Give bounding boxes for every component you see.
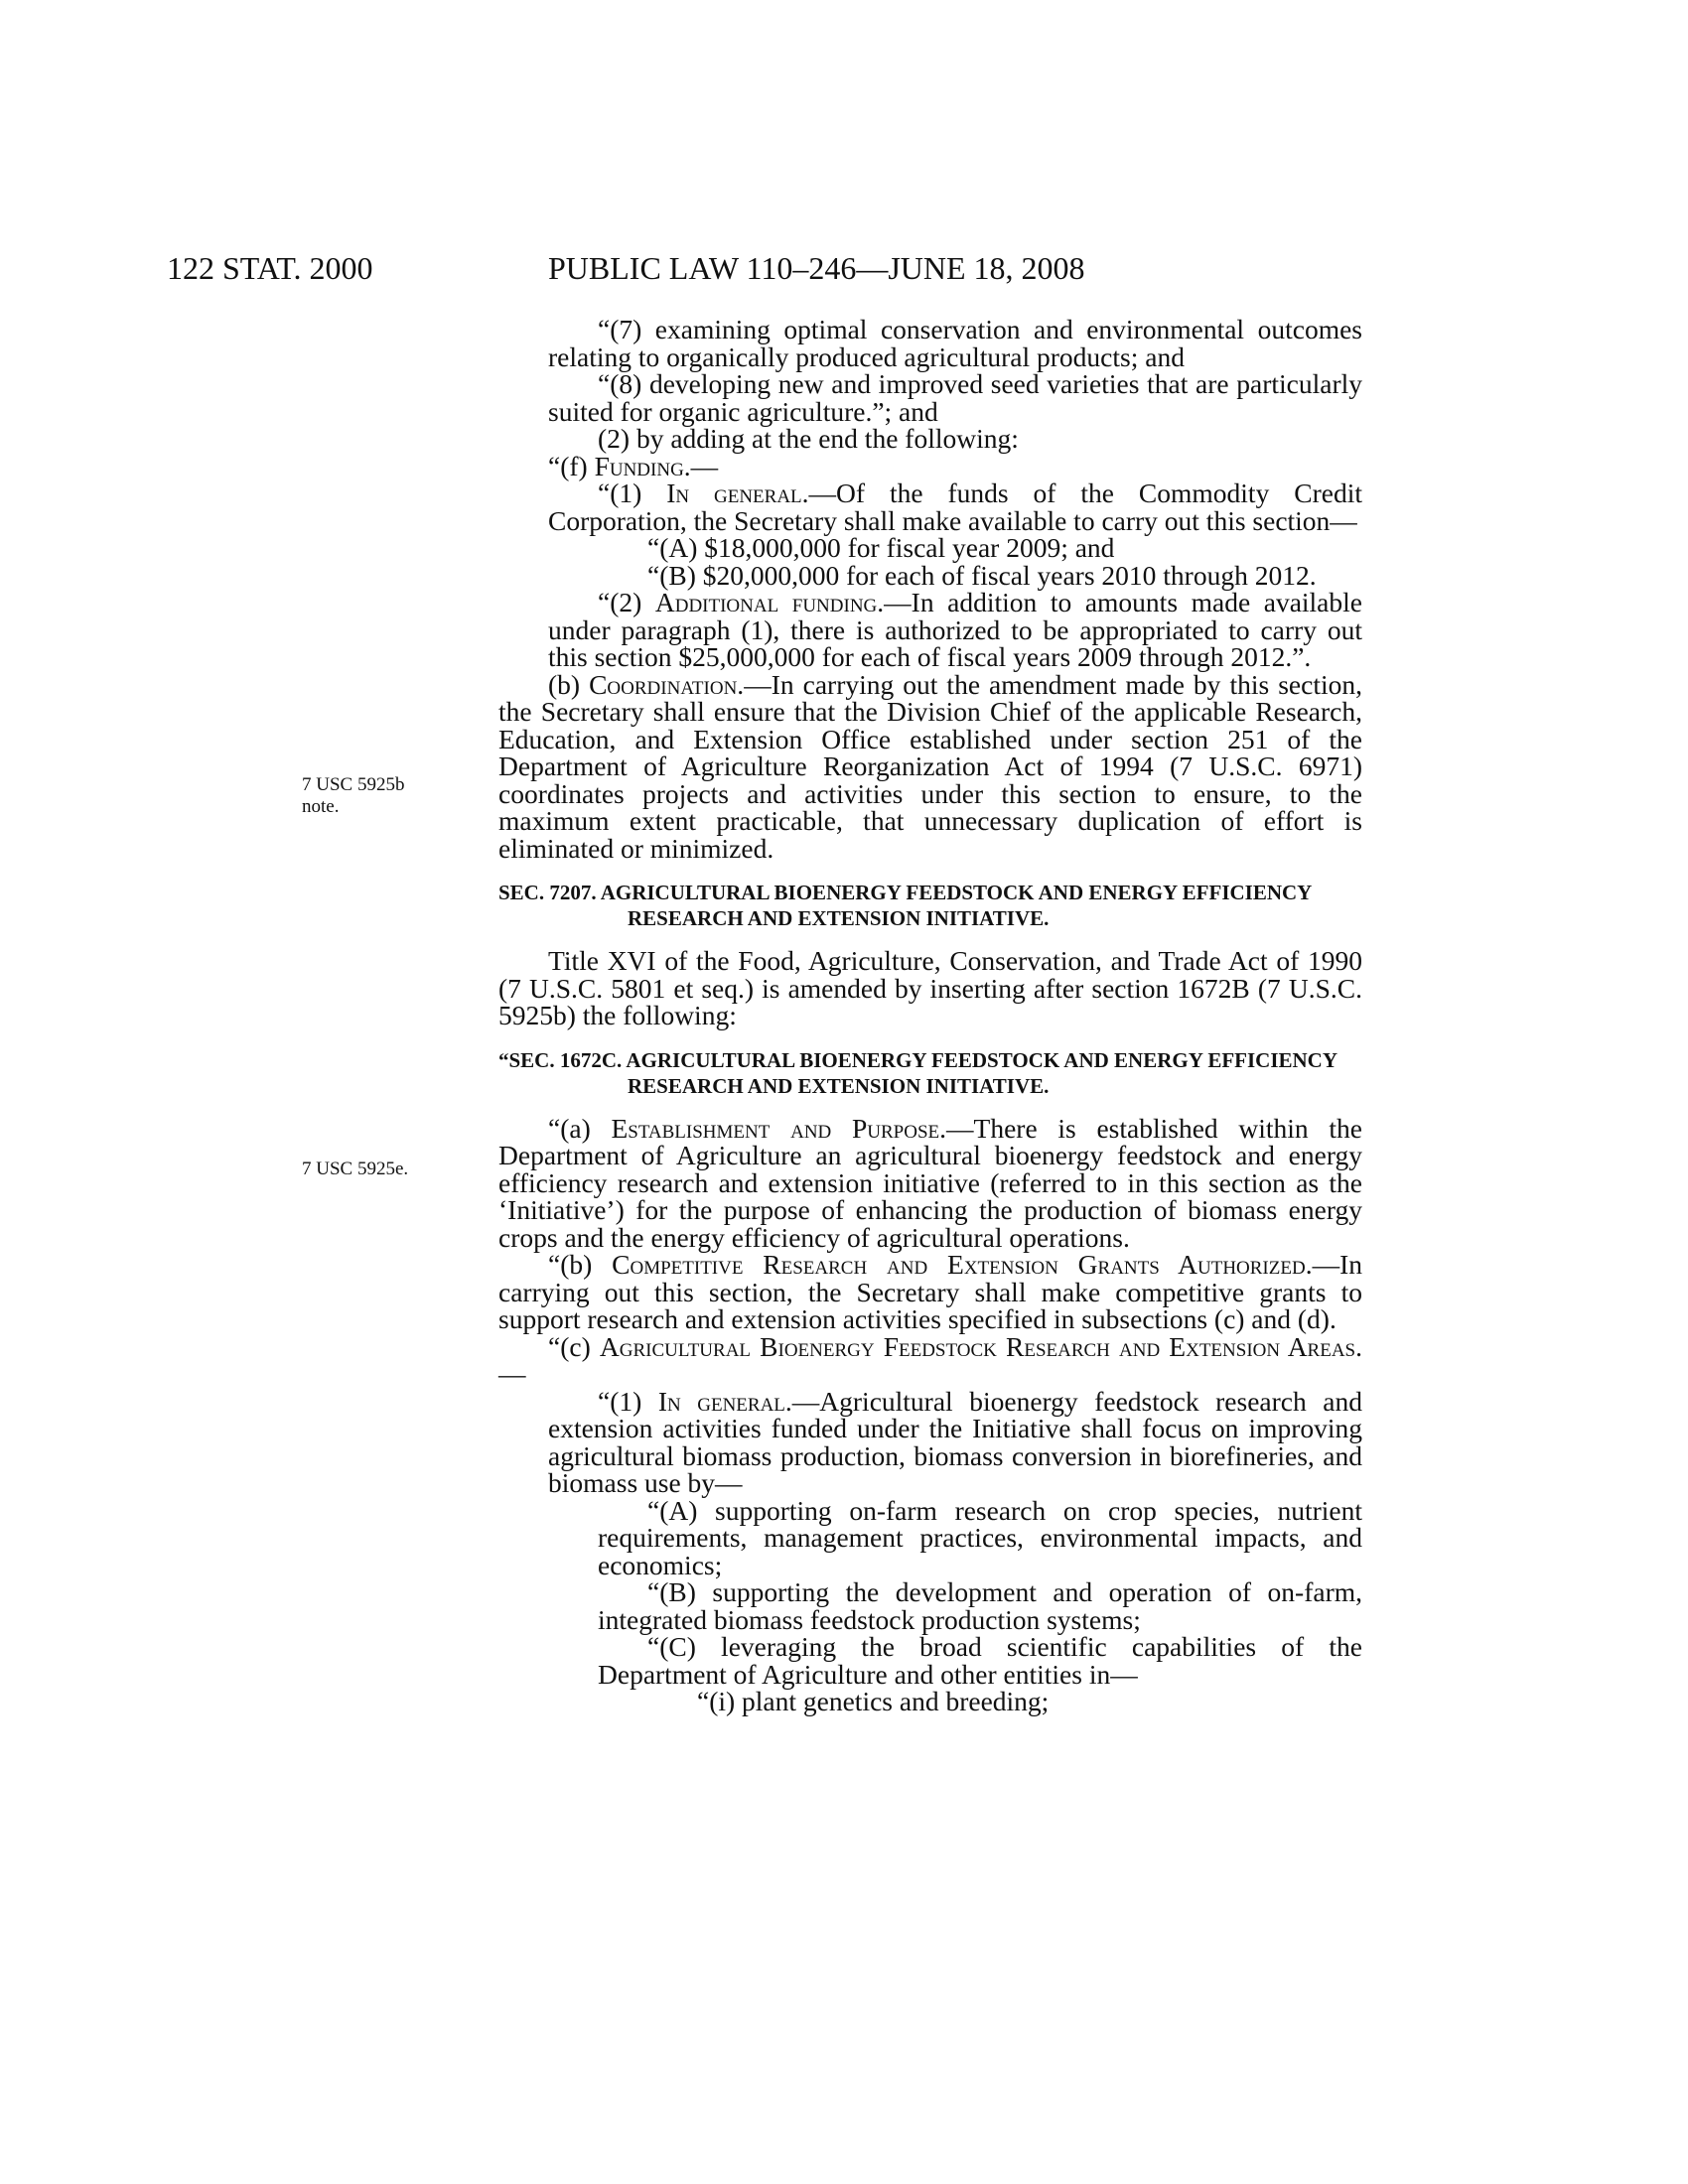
paragraph: “(f) Funding.— (548, 450, 719, 481)
section-heading: SEC. 7207. AGRICULTURAL BIOENERGY FEEDSTOCK AND ENERGY EFFICIENCY RESEARCH AND EXTENSION INITIATIVE. (498, 881, 1312, 930)
paragraph: (2) by adding at the end the following: (598, 423, 1019, 454)
running-header: PUBLIC LAW 110–246—JUNE 18, 2008 (548, 250, 1085, 286)
margin-note-line: 7 USC 5925b (302, 774, 405, 795)
paragraph: “(b) Competitive Research and Extension Grants Authorized.—In carrying out this section, the Secretary shall make competitive grants to support research and extension activities specified in subsections (c) and (d). (498, 1249, 1362, 1334)
stat-page-number: 122 STAT. 2000 (167, 250, 373, 286)
paragraph: “(a) Establishment and Purpose.—There is established within the Department of Agriculture an agricultural bioenergy feedstock and energy efficiency research and extension initiative (referred to in this section as the ‘Initiative’) for the purpose of enhancing the production of biomass energy crops and the energy efficiency of agricultural operations. (498, 1112, 1362, 1253)
paragraph: “(C) leveraging the broad scientific capabilities of the Department of Agriculture and other entities in— (598, 1631, 1362, 1690)
margin-note-line: note. (302, 796, 340, 817)
paragraph: “(8) developing new and improved seed varieties that are particularly suited for organic agriculture.”; and (548, 368, 1362, 427)
paragraph: “(B) supporting the development and operation of on-farm, integrated biomass feedstock production systems; (598, 1576, 1362, 1635)
paragraph: “(2) Additional funding.—In addition to amounts made available under paragraph (1), there is authorized to be appropriated to carry out this section $25,000,000 for each of fiscal years 2009 through 2012.”. (548, 587, 1362, 672)
paragraph: “(1) In general.—Agricultural bioenergy feedstock research and extension activities funded under the Initiative shall focus on improving agricultural biomass production, biomass conversion in biorefineries, and biomass use by— (548, 1385, 1362, 1498)
section-heading: “SEC. 1672C. AGRICULTURAL BIOENERGY FEEDSTOCK AND ENERGY EFFICIENCY RESEARCH AND EXTENSION INITIATIVE. (498, 1047, 1337, 1098)
paragraph: “(1) In general.—Of the funds of the Commodity Credit Corporation, the Secretary shall make available to carry out this section— (548, 478, 1362, 536)
paragraph: Title XVI of the Food, Agriculture, Conservation, and Trade Act of 1990 (7 U.S.C. 5801 et seq.) is amended by inserting after section 1672B (7 U.S.C. 5925b) the following: (498, 945, 1362, 1030)
paragraph: “(i) plant genetics and breeding; (697, 1686, 1050, 1716)
paragraph: (b) Coordination.—In carrying out the amendment made by this section, the Secretary shall ensure that the Division Chief of the applicable Research, Education, and Extension Office established under section 251 of the Department of Agriculture Reorganization Act of 1994 (7 U.S.C. 6971) coordinates projects and activities under this section to ensure, to the maximum extent practicable, that unnecessary duplication of effort is eliminated or minimized. (498, 668, 1362, 864)
paragraph: “(B) $20,000,000 for each of fiscal years 2010 through 2012. (647, 559, 1317, 591)
document-body (498, 316, 1362, 1715)
paragraph: “(7) examining optimal conservation and environmental outcomes relating to organically produced agricultural products; and (548, 314, 1362, 372)
margin-note-5925b (302, 774, 404, 818)
paragraph: “(A) supporting on-farm research on crop species, nutrient requirements, management practices, environmental impacts, and economics; (598, 1494, 1362, 1580)
paragraph: “(c) Agricultural Bioenergy Feedstock Research and Extension Areas.— (498, 1330, 1363, 1389)
paragraph: “(A) $18,000,000 for fiscal year 2009; and (647, 532, 1115, 563)
margin-note-5925e: 7 USC 5925e. (302, 1159, 409, 1179)
